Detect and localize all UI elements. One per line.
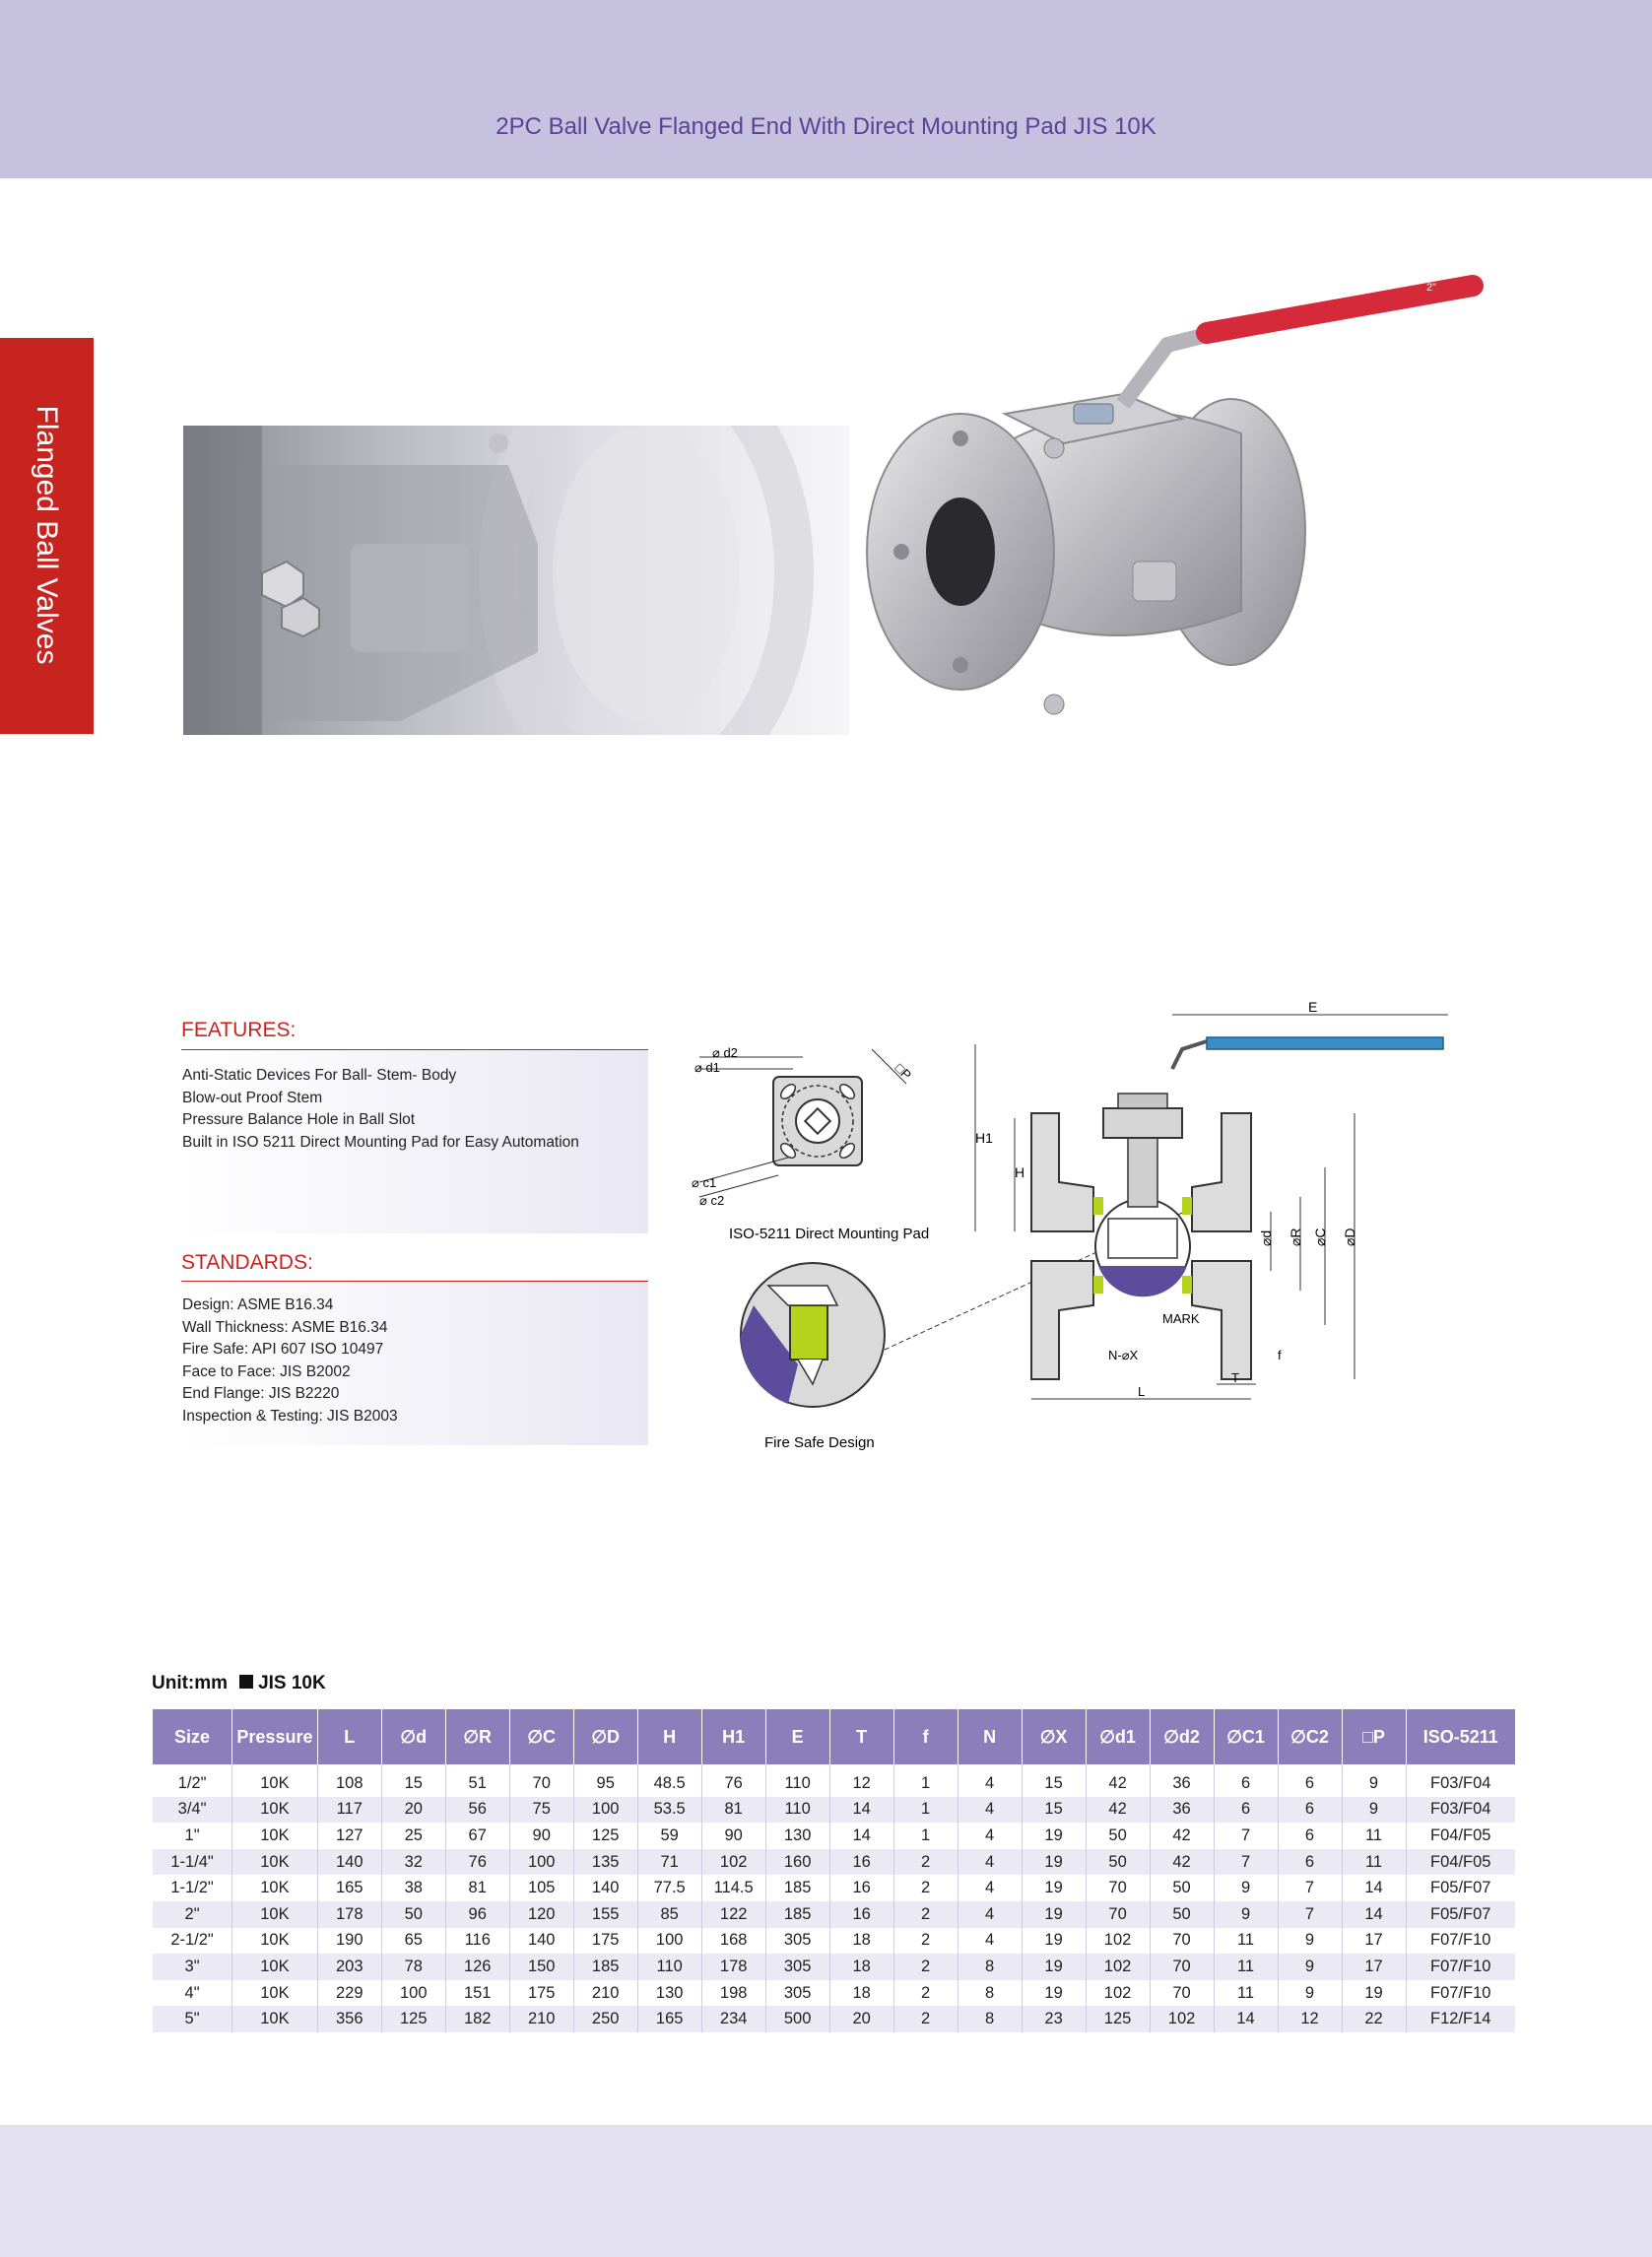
- features-list: [182, 1065, 579, 1154]
- table-cell: 65: [381, 1928, 445, 1955]
- table-cell: 105: [509, 1875, 573, 1901]
- table-cell: F07/F10: [1406, 1980, 1515, 2007]
- table-cell: 1-1/2": [170, 1879, 214, 1897]
- table-cell: 140: [573, 1875, 637, 1901]
- table-cell: 4: [958, 1928, 1022, 1955]
- table-cell: 10K: [232, 2006, 318, 2032]
- table-row: [153, 2006, 1515, 2032]
- table-cell: 15: [1022, 1797, 1086, 1824]
- table-cell: 85: [637, 1901, 701, 1928]
- table-cell: 140: [509, 1928, 573, 1955]
- table-cell: 16: [829, 1901, 893, 1928]
- table-cell: 198: [701, 1980, 765, 2007]
- standards-divider: [181, 1281, 648, 1282]
- table-cell: 100: [381, 1980, 445, 2007]
- column-header: T: [829, 1709, 893, 1764]
- column-header: E: [765, 1709, 829, 1764]
- column-header: ∅d: [381, 1709, 445, 1764]
- table-cell: 8: [958, 1980, 1022, 2007]
- features-heading: FEATURES:: [181, 1019, 297, 1041]
- table-cell: 78: [381, 1954, 445, 1980]
- table-cell: 12: [829, 1764, 893, 1797]
- table-cell: 10K: [232, 1901, 318, 1928]
- valve-closeup-photo: [183, 426, 849, 735]
- square-bullet-icon: [239, 1675, 253, 1689]
- table-cell: 71: [637, 1849, 701, 1876]
- table-header-row: [153, 1709, 1515, 1764]
- table-cell: 4: [958, 1823, 1022, 1849]
- table-cell: 2: [893, 1980, 958, 2007]
- label-h1: H1: [975, 1130, 993, 1146]
- column-header: N: [958, 1709, 1022, 1764]
- table-cell: 19: [1022, 1849, 1086, 1876]
- column-header: Pressure: [232, 1709, 318, 1764]
- table-cell: 70: [1150, 1954, 1214, 1980]
- table-cell: 185: [573, 1954, 637, 1980]
- table-row: [153, 1954, 1515, 1980]
- table-cell: 4: [958, 1849, 1022, 1876]
- table-row: [153, 1823, 1515, 1849]
- table-row: [153, 1928, 1515, 1955]
- table-cell: 23: [1022, 2006, 1086, 2032]
- table-cell: 305: [765, 1928, 829, 1955]
- table-cell: 4: [958, 1797, 1022, 1824]
- table-cell: 19: [1022, 1928, 1086, 1955]
- table-cell: 18: [829, 1980, 893, 2007]
- table-cell: 50: [1150, 1875, 1214, 1901]
- standards-item: Fire Safe: API 607 ISO 10497: [182, 1341, 384, 1359]
- table-cell: 125: [573, 1823, 637, 1849]
- table-cell: 100: [573, 1797, 637, 1824]
- table-cell: 90: [701, 1823, 765, 1849]
- table-row: [153, 1901, 1515, 1928]
- table-cell: 8: [958, 1954, 1022, 1980]
- table-cell: 9: [1214, 1875, 1278, 1901]
- table-cell: 50: [1150, 1901, 1214, 1928]
- label-c: ⌀C: [1312, 1228, 1328, 1246]
- table-cell: 9: [1342, 1764, 1406, 1797]
- table-cell: 56: [445, 1797, 509, 1824]
- table-cell: 10K: [232, 1875, 318, 1901]
- table-cell: 125: [1086, 2006, 1150, 2032]
- column-header: ∅d2: [1150, 1709, 1214, 1764]
- table-cell: 102: [701, 1849, 765, 1876]
- table-cell: F04/F05: [1406, 1849, 1515, 1876]
- table-cell: 6: [1278, 1849, 1342, 1876]
- table-cell: 9: [1342, 1797, 1406, 1824]
- column-header: ∅D: [573, 1709, 637, 1764]
- label-d2: ⌀ d2: [712, 1045, 738, 1060]
- table-row: [153, 1875, 1515, 1901]
- table-cell: 19: [1022, 1875, 1086, 1901]
- table-cell: 17: [1342, 1928, 1406, 1955]
- column-header: ∅C2: [1278, 1709, 1342, 1764]
- table-cell: 48.5: [637, 1764, 701, 1797]
- table-cell: 50: [1086, 1823, 1150, 1849]
- table-cell: 110: [765, 1797, 829, 1824]
- column-header: Size: [153, 1709, 232, 1764]
- table-cell: 130: [637, 1980, 701, 2007]
- table-cell: 20: [381, 1797, 445, 1824]
- table-cell: 10K: [232, 1823, 318, 1849]
- table-cell: 2: [893, 2006, 958, 2032]
- table-cell: 81: [445, 1875, 509, 1901]
- unit-label: [152, 1673, 326, 1694]
- table-row: [153, 1764, 1515, 1797]
- table-cell: 135: [573, 1849, 637, 1876]
- table-cell: 185: [765, 1875, 829, 1901]
- standards-item: Wall Thickness: ASME B16.34: [182, 1318, 388, 1336]
- table-cell: 229: [317, 1980, 381, 2007]
- table-cell: 100: [509, 1849, 573, 1876]
- table-cell: 182: [445, 2006, 509, 2032]
- page-title: 2PC Ball Valve Flanged End With Direct Mounting Pad JIS 10K: [496, 113, 1156, 140]
- table-cell: 53.5: [637, 1797, 701, 1824]
- table-cell: 2: [893, 1928, 958, 1955]
- table-cell: 305: [765, 1954, 829, 1980]
- header-band: [0, 0, 1652, 178]
- table-cell: 178: [317, 1901, 381, 1928]
- table-row: [153, 1980, 1515, 2007]
- table-cell: 10K: [232, 1980, 318, 2007]
- features-item: Pressure Balance Hole in Ball Slot: [182, 1111, 416, 1129]
- label-p: □P: [892, 1060, 915, 1083]
- table-cell: 36: [1150, 1797, 1214, 1824]
- column-header: H1: [701, 1709, 765, 1764]
- table-cell: 14: [829, 1823, 893, 1849]
- table-cell: 70: [1086, 1875, 1150, 1901]
- table-cell: 50: [1086, 1849, 1150, 1876]
- table-cell: 305: [765, 1980, 829, 2007]
- table-cell: 9: [1278, 1980, 1342, 2007]
- table-cell: F12/F14: [1406, 2006, 1515, 2032]
- table-cell: 210: [573, 1980, 637, 2007]
- table-cell: 1": [184, 1826, 200, 1844]
- table-cell: 95: [573, 1764, 637, 1797]
- table-cell: 15: [1022, 1764, 1086, 1797]
- table-cell: 175: [509, 1980, 573, 2007]
- table-cell: 110: [765, 1764, 829, 1797]
- table-cell: 2-1/2": [170, 1931, 214, 1950]
- features-item: Blow-out Proof Stem: [182, 1089, 323, 1106]
- table-cell: 20: [829, 2006, 893, 2032]
- standards-heading: STANDARDS:: [181, 1251, 313, 1274]
- table-cell: 165: [317, 1875, 381, 1901]
- column-header: ∅C: [509, 1709, 573, 1764]
- table-cell: 102: [1086, 1980, 1150, 2007]
- table-cell: 165: [637, 2006, 701, 2032]
- side-category-label: Flanged Ball Valves: [31, 405, 63, 665]
- table-cell: F03/F04: [1406, 1797, 1515, 1824]
- table-cell: 14: [1342, 1901, 1406, 1928]
- table-row: [153, 1849, 1515, 1876]
- table-cell: 16: [829, 1849, 893, 1876]
- table-cell: 7: [1214, 1849, 1278, 1876]
- table-cell: 14: [1214, 2006, 1278, 2032]
- table-cell: 70: [1086, 1901, 1150, 1928]
- column-header: ∅d1: [1086, 1709, 1150, 1764]
- label-f: f: [1278, 1348, 1282, 1362]
- table-cell: 150: [509, 1954, 573, 1980]
- standards-item: Inspection & Testing: JIS B2003: [182, 1407, 398, 1425]
- label-h: H: [1015, 1164, 1025, 1180]
- table-cell: 1: [893, 1823, 958, 1849]
- table-cell: 10K: [232, 1849, 318, 1876]
- table-cell: 19: [1022, 1901, 1086, 1928]
- table-cell: 77.5: [637, 1875, 701, 1901]
- table-cell: 51: [445, 1764, 509, 1797]
- table-cell: 7: [1214, 1823, 1278, 1849]
- table-cell: 140: [317, 1849, 381, 1876]
- table-cell: 160: [765, 1849, 829, 1876]
- table-cell: 42: [1150, 1823, 1214, 1849]
- table-cell: 168: [701, 1928, 765, 1955]
- table-cell: 19: [1022, 1823, 1086, 1849]
- table-cell: 76: [701, 1764, 765, 1797]
- table-cell: 2: [893, 1875, 958, 1901]
- mounting-pad-drawing: [692, 1045, 929, 1242]
- table-cell: 67: [445, 1823, 509, 1849]
- column-header: f: [893, 1709, 958, 1764]
- table-cell: 185: [765, 1901, 829, 1928]
- table-cell: 117: [317, 1797, 381, 1824]
- table-cell: 2: [893, 1849, 958, 1876]
- table-cell: 10K: [232, 1928, 318, 1955]
- table-cell: 18: [829, 1928, 893, 1955]
- ball-valve-illustration: [857, 266, 1487, 778]
- table-cell: 6: [1214, 1764, 1278, 1797]
- table-cell: 2: [893, 1901, 958, 1928]
- label-mark: MARK: [1162, 1311, 1200, 1326]
- table-cell: 17: [1342, 1954, 1406, 1980]
- table-cell: 151: [445, 1980, 509, 2007]
- table-cell: 120: [509, 1901, 573, 1928]
- table-cell: 15: [381, 1764, 445, 1797]
- table-cell: 6: [1278, 1797, 1342, 1824]
- table-cell: 11: [1214, 1928, 1278, 1955]
- table-cell: 32: [381, 1849, 445, 1876]
- table-cell: 14: [829, 1797, 893, 1824]
- table-cell: 90: [509, 1823, 573, 1849]
- column-header: ∅X: [1022, 1709, 1086, 1764]
- column-header: ISO-5211: [1406, 1709, 1515, 1764]
- table-cell: 81: [701, 1797, 765, 1824]
- label-l: L: [1138, 1384, 1146, 1399]
- label-r: ⌀R: [1288, 1228, 1303, 1246]
- standards-item: Design: ASME B16.34: [182, 1296, 334, 1313]
- label-e: E: [1308, 999, 1318, 1015]
- table-cell: 6: [1214, 1797, 1278, 1824]
- table-cell: 114.5: [701, 1875, 765, 1901]
- label-t: T: [1231, 1370, 1239, 1385]
- table-cell: 70: [1150, 1928, 1214, 1955]
- table-cell: 10K: [232, 1764, 318, 1797]
- table-cell: 50: [381, 1901, 445, 1928]
- table-cell: 1/2": [177, 1773, 207, 1792]
- table-cell: 18: [829, 1954, 893, 1980]
- table-cell: 3": [153, 1954, 232, 1980]
- table-cell: 127: [317, 1823, 381, 1849]
- table-cell: 4: [958, 1875, 1022, 1901]
- table-cell: 8: [958, 2006, 1022, 2032]
- mounting-pad-caption: ISO-5211 Direct Mounting Pad: [729, 1226, 930, 1242]
- column-header: H: [637, 1709, 701, 1764]
- valve-section-drawing: [975, 999, 1448, 1399]
- table-cell: 6: [1278, 1764, 1342, 1797]
- table-cell: 155: [573, 1901, 637, 1928]
- table-cell: 70: [509, 1764, 573, 1797]
- unit-text: Unit:mm: [152, 1673, 229, 1693]
- table-cell: 1: [893, 1797, 958, 1824]
- table-cell: F07/F10: [1406, 1954, 1515, 1980]
- technical-drawings: [680, 990, 1458, 1463]
- table-cell: 122: [701, 1901, 765, 1928]
- table-cell: 19: [1022, 1954, 1086, 1980]
- table-cell: 102: [1086, 1928, 1150, 1955]
- table-cell: 130: [765, 1823, 829, 1849]
- table-row: [153, 1797, 1515, 1824]
- table-cell: 190: [317, 1928, 381, 1955]
- standards-item: Face to Face: JIS B2002: [182, 1362, 351, 1380]
- label-d: ⌀d: [1258, 1229, 1274, 1246]
- table-cell: 76: [445, 1849, 509, 1876]
- table-cell: 96: [445, 1901, 509, 1928]
- table-cell: 175: [573, 1928, 637, 1955]
- features-item: Built in ISO 5211 Direct Mounting Pad for Easy Automation: [182, 1133, 579, 1151]
- table-cell: 250: [573, 2006, 637, 2032]
- table-cell: 6: [1278, 1823, 1342, 1849]
- table-cell: 126: [445, 1954, 509, 1980]
- label-d1: ⌀ d1: [694, 1060, 720, 1075]
- table-cell: 210: [509, 2006, 573, 2032]
- table-cell: 2: [893, 1954, 958, 1980]
- label-c2: ⌀ c2: [699, 1193, 725, 1208]
- table-cell: 110: [637, 1954, 701, 1980]
- specification-table: [153, 1709, 1515, 2032]
- table-cell: F07/F10: [1406, 1928, 1515, 1955]
- table-cell: 9: [1214, 1901, 1278, 1928]
- table-cell: 36: [1150, 1764, 1214, 1797]
- table-cell: F05/F07: [1406, 1875, 1515, 1901]
- handle-size-marking: 2": [1426, 282, 1437, 294]
- table-cell: 22: [1342, 2006, 1406, 2032]
- column-header: ∅R: [445, 1709, 509, 1764]
- table-cell: 11: [1342, 1849, 1406, 1876]
- label-c1: ⌀ c1: [692, 1175, 717, 1190]
- table-cell: 108: [317, 1764, 381, 1797]
- column-header: □P: [1342, 1709, 1406, 1764]
- table-cell: 3/4": [153, 1797, 232, 1824]
- table-cell: 5": [153, 2006, 232, 2032]
- footer-band: [0, 2125, 1652, 2257]
- table-cell: 1: [893, 1764, 958, 1797]
- table-cell: F03/F04: [1406, 1764, 1515, 1797]
- label-nx: N-⌀X: [1108, 1348, 1139, 1362]
- table-cell: 70: [1150, 1980, 1214, 2007]
- table-cell: 25: [381, 1823, 445, 1849]
- valve-closeup-illustration: [183, 426, 849, 735]
- table-cell: 500: [765, 2006, 829, 2032]
- table-cell: 178: [701, 1954, 765, 1980]
- table-cell: 12: [1278, 2006, 1342, 2032]
- table-cell: 4: [958, 1901, 1022, 1928]
- table-cell: 14: [1342, 1875, 1406, 1901]
- table-cell: 7: [1278, 1875, 1342, 1901]
- table-cell: 1-1/4": [153, 1849, 232, 1876]
- standards-list: [182, 1294, 398, 1428]
- table-cell: 42: [1086, 1764, 1150, 1797]
- table-cell: F05/F07: [1406, 1901, 1515, 1928]
- table-cell: 42: [1150, 1849, 1214, 1876]
- table-cell: 116: [445, 1928, 509, 1955]
- column-header: L: [317, 1709, 381, 1764]
- table-cell: 356: [317, 2006, 381, 2032]
- table-cell: 234: [701, 2006, 765, 2032]
- table-cell: F04/F05: [1406, 1823, 1515, 1849]
- standards-item: End Flange: JIS B2220: [182, 1385, 340, 1403]
- column-header: ∅C1: [1214, 1709, 1278, 1764]
- table-cell: 125: [381, 2006, 445, 2032]
- table-cell: 4: [958, 1764, 1022, 1797]
- table-cell: 102: [1086, 1954, 1150, 1980]
- table-cell: 9: [1278, 1928, 1342, 1955]
- table-cell: 75: [509, 1797, 573, 1824]
- fire-safe-caption: Fire Safe Design: [764, 1434, 875, 1451]
- table-cell: 102: [1150, 2006, 1214, 2032]
- table-cell: 10K: [232, 1954, 318, 1980]
- table-cell: 203: [317, 1954, 381, 1980]
- table-cell: 4": [184, 1983, 200, 2002]
- features-divider: [181, 1049, 648, 1050]
- table-cell: 2": [153, 1901, 232, 1928]
- table-cell: 100: [637, 1928, 701, 1955]
- label-dd: ⌀D: [1342, 1228, 1357, 1246]
- table-cell: 59: [637, 1823, 701, 1849]
- features-item: Anti-Static Devices For Ball- Stem- Body: [182, 1067, 457, 1084]
- table-cell: 11: [1342, 1823, 1406, 1849]
- table-cell: 9: [1278, 1954, 1342, 1980]
- table-cell: 11: [1214, 1980, 1278, 2007]
- table-cell: 19: [1342, 1980, 1406, 2007]
- standard-label: JIS 10K: [258, 1673, 326, 1693]
- table-cell: 10K: [232, 1797, 318, 1824]
- table-cell: 7: [1278, 1901, 1342, 1928]
- table-cell: 11: [1214, 1954, 1278, 1980]
- table-cell: 42: [1086, 1797, 1150, 1824]
- table-cell: 38: [381, 1875, 445, 1901]
- table-cell: 16: [829, 1875, 893, 1901]
- ball-valve-product-photo: [857, 266, 1487, 778]
- table-cell: 19: [1022, 1980, 1086, 2007]
- table-body: [153, 1764, 1515, 2032]
